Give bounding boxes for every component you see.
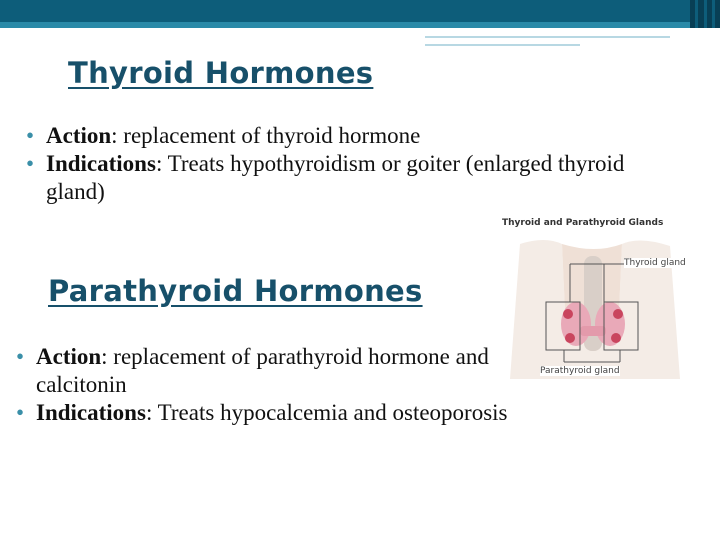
list-item bbox=[26, 150, 646, 206]
thyroid-gland-label: Thyroid gland bbox=[624, 258, 686, 268]
list-item bbox=[26, 122, 646, 150]
list-item bbox=[16, 343, 496, 399]
header-stripe bbox=[0, 22, 720, 28]
header-decoration bbox=[690, 0, 720, 28]
bullet-icon: • bbox=[16, 400, 25, 425]
action-label: Action bbox=[36, 344, 102, 369]
header-bar bbox=[0, 0, 720, 28]
indications-label: Indications bbox=[36, 400, 146, 425]
indications-label: Indications bbox=[46, 151, 156, 176]
indications-text: : Treats hypothyroidism or goiter (enlarged thyroid gland) bbox=[46, 151, 625, 204]
action-text: : replacement of thyroid hormone bbox=[111, 123, 421, 148]
header-accent-line bbox=[425, 44, 580, 46]
thyroid-heading: Thyroid Hormones bbox=[68, 56, 374, 90]
thyroid-diagram bbox=[500, 214, 690, 394]
bullet-icon: • bbox=[16, 344, 25, 369]
list-item bbox=[16, 399, 706, 427]
action-text: : replacement of parathyroid hormone and calcitonin bbox=[36, 344, 489, 397]
parathyroid-heading: Parathyroid Hormones bbox=[48, 274, 423, 308]
action-label: Action bbox=[46, 123, 112, 148]
thyroid-bullet-list bbox=[26, 122, 646, 206]
parathyroid-gland-label: Parathyroid gland bbox=[540, 366, 620, 376]
figure-title: Thyroid and Parathyroid Glands bbox=[502, 218, 664, 228]
bullet-icon: • bbox=[26, 151, 35, 176]
indications-text: : Treats hypocalcemia and osteoporosis bbox=[145, 400, 508, 425]
bullet-icon: • bbox=[26, 123, 35, 148]
header-accent-line bbox=[425, 36, 670, 38]
